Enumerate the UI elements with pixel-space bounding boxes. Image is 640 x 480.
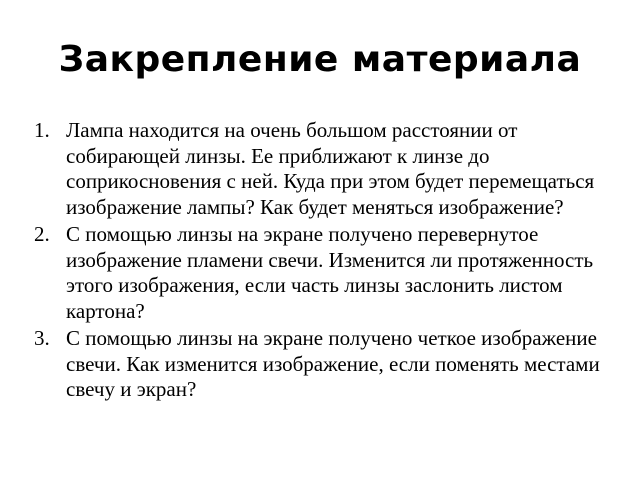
item-number: 3. <box>34 326 50 350</box>
item-number: 1. <box>34 118 50 142</box>
slide-title: Закрепление материала <box>58 39 582 80</box>
item-text: Лампа находится на очень большом расстоянии от собирающей линзы. Ее приближают к линзе до соприкосновения с ней. Куда при этом будет перемещаться изображение лампы? Как будет меняться изображение? <box>66 118 595 219</box>
list-item <box>34 326 610 403</box>
item-text: С помощью линзы на экране получено четкое изображение свечи. Как изменится изображение, если поменять местами свечу и экран? <box>66 326 600 401</box>
item-number: 2. <box>34 222 50 246</box>
item-text: С помощью линзы на экране получено перевернутое изображение пламени свечи. Изменится ли протяженность этого изображения, если часть линзы заслонить листом картона? <box>66 222 594 323</box>
question-list <box>34 118 610 405</box>
list-item <box>34 222 610 324</box>
list-item <box>34 118 610 220</box>
